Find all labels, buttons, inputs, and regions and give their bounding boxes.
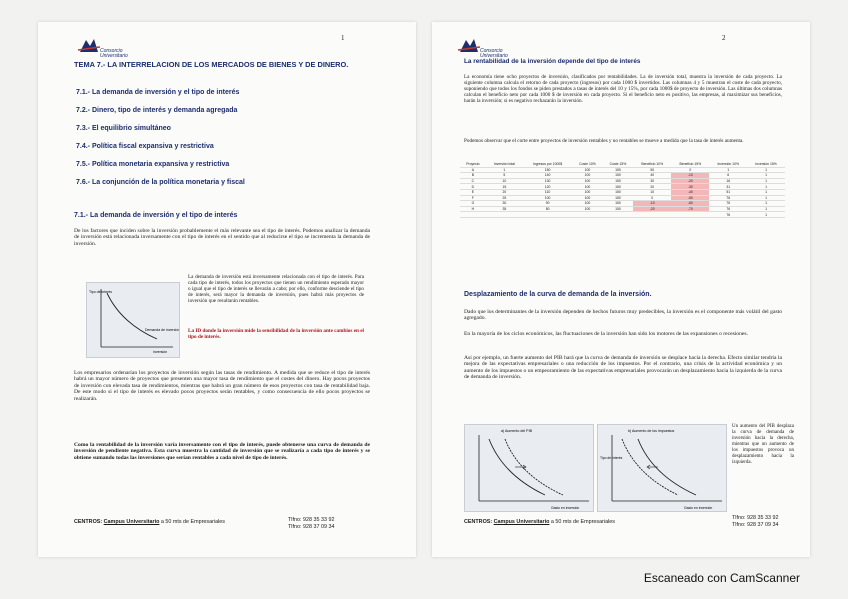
table-cell: 1 bbox=[747, 178, 785, 184]
footer bbox=[74, 519, 225, 525]
table-cell: 130 bbox=[523, 178, 572, 184]
table-cell: A bbox=[460, 167, 486, 173]
table-total-cell: 76 bbox=[709, 212, 747, 218]
demand-curve bbox=[107, 293, 157, 339]
chart-a-title: a) Aumento del PIB bbox=[501, 429, 532, 433]
table-totals-row bbox=[460, 212, 785, 218]
brand-logo-icon bbox=[458, 38, 480, 54]
table-cell: 150 bbox=[603, 189, 634, 195]
table-cell: 80 bbox=[523, 206, 572, 212]
phone-1: Tlfno: 928 35 33 92 bbox=[288, 517, 335, 523]
page2-heading: La rentabilidad de la inversión depende del tipo de interés bbox=[464, 58, 641, 65]
table-cell: -70 bbox=[671, 206, 709, 212]
intro-paragraph: De los factores que inciden sobre la inversión probablemente el más relevante sea el tipo de interés. Podemos analizar la demanda de inversión está relacionada inversamente con el tipo de interés en el sentido que al reducirse el tipo se incrementa la demanda de inversión. bbox=[74, 228, 370, 247]
table-cell: 35 bbox=[486, 206, 523, 212]
toc-item-5: 7.5.- Política monetaria expansiva y restrictiva bbox=[76, 161, 230, 168]
shift-chart-b bbox=[597, 424, 727, 512]
footer-link[interactable]: Campus Universitario bbox=[103, 519, 160, 525]
chart-b-y-label: Tipo de interés bbox=[600, 456, 623, 460]
brand-line2: Universitario bbox=[480, 53, 508, 59]
table-cell: 150 bbox=[603, 178, 634, 184]
brand-line2: Universitario bbox=[100, 53, 128, 59]
col-header: Proyecto bbox=[460, 162, 486, 167]
table-cell: C bbox=[460, 178, 486, 184]
page2-paragraph-5: Así por ejemplo, un fuerte aumento del PIB hará que la curva de demanda de inversión se desplace hacia la derecha. Efecto similar tendría la mejora de las expectativas empresariales o una reducción de los impuestos. Por el contrario, una crisis de la actividad económica y un aumento de los impuestos o un empeoramiento de las expectativas empresariales provocarán un desplazamiento hacia la izquierda de la curva de demanda de inversión. bbox=[464, 355, 782, 381]
table-cell: 1 bbox=[747, 184, 785, 190]
shift-chart-a bbox=[464, 424, 594, 512]
col-header: Inversión 10% bbox=[709, 162, 747, 167]
table-cell: 31 bbox=[709, 184, 747, 190]
toc-item-2: 7.2.- Dinero, tipo de interés y demanda agregada bbox=[76, 107, 238, 114]
table-cell: 150 bbox=[603, 167, 634, 173]
table-cell: 100 bbox=[572, 173, 603, 179]
table-cell: 90 bbox=[523, 201, 572, 207]
footer bbox=[464, 519, 615, 525]
footer-label: CENTROS: bbox=[464, 519, 493, 525]
table-cell: 140 bbox=[523, 173, 572, 179]
table-cell: 100 bbox=[572, 195, 603, 201]
footer-label: CENTROS: bbox=[74, 519, 103, 525]
table-cell: 1 bbox=[747, 206, 785, 212]
table-cell: 51 bbox=[709, 189, 747, 195]
phone-2: Tlfno: 928 37 09 34 bbox=[732, 522, 779, 528]
footer-phones bbox=[288, 517, 334, 531]
table-cell: 150 bbox=[603, 206, 634, 212]
table-cell: D bbox=[460, 184, 486, 190]
table-cell: 1 bbox=[486, 167, 523, 173]
table-cell: 5 bbox=[486, 173, 523, 179]
table-cell: 1 bbox=[747, 201, 785, 207]
side-highlight: La ID donde la inversión mide la sensibilidad de la inversión ante cambios en el tipo de interés. bbox=[188, 328, 364, 340]
table-cell: 6 bbox=[709, 173, 747, 179]
footer-rest: a 50 mts de Empresariales bbox=[549, 519, 616, 525]
toc-item-4: 7.4.- Política fiscal expansiva y restrictiva bbox=[76, 143, 214, 150]
page2-paragraph-2: Podemos observar que el corte entre proyectos de inversión rentables y no rentables se mueve a medida que la tasa de interés aumenta. bbox=[464, 138, 744, 144]
table-cell: 0 bbox=[633, 195, 671, 201]
table-cell: 100 bbox=[572, 167, 603, 173]
table-cell: B bbox=[460, 173, 486, 179]
page2-paragraph-4: En la mayoría de los ciclos económicos, las fluctuaciones de la inversión han sido los motores de las expansiones o recesiones. bbox=[464, 331, 748, 337]
investment-demand-chart bbox=[86, 282, 180, 358]
col-header: Inversión 15% bbox=[747, 162, 785, 167]
investment-demand-svg bbox=[87, 283, 179, 357]
table-cell: 50 bbox=[633, 167, 671, 173]
table-cell: -10 bbox=[671, 173, 709, 179]
table-cell: 30 bbox=[486, 201, 523, 207]
page2-paragraph-1: La economía tiene ocho proyectos de inversión, clasificados por rentabilidades. La de inversión total, muestra la inversión de cada proyecto. La siguiente columna calcula el retorno de cada proyecto (ingresos) por cada 1000 $ invertidos. Las columnas 4 y 5 muestran el coste de cada proyecto, suponiendo que todos los fondos se piden prestados a tasas de interés del 10 y 15%, por cada 1000$ de proyecto de inversión. Las últimas dos columnas calculan el beneficio neto por cada 1000 $ de inversión en cada proyecto. Si el beneficio neto es positivo, las empresas, al maximizar sus beneficios, harán la inversión; si es negativo rechazarán la inversión. bbox=[464, 74, 782, 104]
table-cell: F bbox=[460, 195, 486, 201]
page-title: TEMA 7.- LA INTERRELACION DE LOS MERCADOS DE BIENES Y DE DINERO. bbox=[74, 60, 349, 69]
table-cell: 100 bbox=[572, 189, 603, 195]
page-number: 2 bbox=[722, 34, 726, 42]
table-cell: 1 bbox=[747, 173, 785, 179]
phone-2: Tlfno: 928 37 09 34 bbox=[288, 524, 335, 530]
table-cell: -50 bbox=[671, 195, 709, 201]
table-cell: 15 bbox=[486, 184, 523, 190]
paragraph-2: Los empresarios ordenarían los proyectos de inversión según las tasas de rendimiento. A medida que se reduce el tipo de interés habrá un mayor número de proyectos que presenten una mayor tasa de rendimiento que el costes del dinero. Hay pocos proyectos de inversión con elevada tasa de rendimientos, mientras que habrá un gran número de esos proyectos con tasa de rentabilidad baja. De este modo si el tipo de interés es elevado pocos proyectos serán rentables, y como consecuencia de ello pocos proyectos se realizarán. bbox=[74, 370, 370, 402]
table-cell: 1 bbox=[747, 195, 785, 201]
table-cell: -40 bbox=[671, 189, 709, 195]
toc-item-1: 7.1.- La demanda de inversión y el tipo de interés bbox=[76, 89, 240, 96]
footer-link[interactable]: Campus Universitario bbox=[493, 519, 550, 525]
table-cell: 150 bbox=[603, 173, 634, 179]
table-cell: 25 bbox=[486, 195, 523, 201]
chart-y-label: Tipo de interés bbox=[89, 290, 113, 294]
chart-x-label: Inversión bbox=[153, 350, 168, 354]
table-cell: 100 bbox=[523, 195, 572, 201]
table-cell: 100 bbox=[572, 206, 603, 212]
table-cell: 1 bbox=[747, 167, 785, 173]
table-cell: 30 bbox=[633, 178, 671, 184]
chart-curve-label: Demanda de inversión bbox=[145, 328, 179, 332]
page-number: 1 bbox=[341, 34, 345, 42]
col-header: Ingresos por 1000$ bbox=[523, 162, 572, 167]
table-cell: -60 bbox=[671, 201, 709, 207]
page2-side-text: Un aumento del PIB desplaza la curva de demanda de inversión hacia la derecha, mientras que un aumento de los impuestos provoca un desplazamiento hacia la izquierda. bbox=[732, 424, 794, 465]
table-cell: -10 bbox=[633, 201, 671, 207]
footer-rest: a 50 mts de Empresariales bbox=[159, 519, 226, 525]
table-cell: 110 bbox=[523, 189, 572, 195]
brand-logo-icon bbox=[78, 38, 100, 54]
toc-item-3: 7.3.- El equilibrio simultáneo bbox=[76, 125, 171, 132]
chart-b-x-label: Gasto en inversión bbox=[684, 506, 713, 510]
table-cell: 0 bbox=[671, 167, 709, 173]
page-2 bbox=[432, 22, 810, 557]
col-header: Beneficio 10% bbox=[633, 162, 671, 167]
table-cell: 150 bbox=[523, 167, 572, 173]
col-header: Coste 10% bbox=[572, 162, 603, 167]
table-cell: G bbox=[460, 201, 486, 207]
brand-line1: Consorcio bbox=[480, 48, 503, 54]
table-cell: 150 bbox=[603, 184, 634, 190]
table-cell: 100 bbox=[572, 178, 603, 184]
col-header: Inversión total bbox=[486, 162, 523, 167]
side-text: La demanda de inversión está inversamente relacionada con el tipo de interés. Para cada tipo de interés, todos los proyectos que tienen un rendimiento esperado mayor o igual que el tipo de interés se llevarán a cabo; por ello, conforme desciende el tipo de interés, será mayor la demanda de inversión, pues habrá más proyectos de inversión que resultarán rentables. bbox=[188, 274, 364, 304]
table-cell: 1 bbox=[709, 167, 747, 173]
footer-phones bbox=[732, 515, 778, 529]
table-cell: 150 bbox=[603, 201, 634, 207]
chart-b-title: b) Aumento de los impuestos bbox=[628, 429, 675, 433]
table-cell: 120 bbox=[523, 184, 572, 190]
table-cell: 150 bbox=[603, 195, 634, 201]
col-header: Coste 15% bbox=[603, 162, 634, 167]
page2-section-heading: Desplazamiento de la curva de demanda de la inversión. bbox=[464, 291, 652, 298]
phone-1: Tlfno: 928 35 33 92 bbox=[732, 515, 779, 521]
page2-paragraph-3: Dado que los determinantes de la inversión dependen de hechos futuros muy predecibles, la inversión es el componente más volátil del gasto agregado. bbox=[464, 309, 782, 322]
table-cell: 10 bbox=[633, 189, 671, 195]
table-cell: -30 bbox=[671, 184, 709, 190]
section-heading: 7.1.- La demanda de inversión y el tipo de interés bbox=[74, 212, 238, 219]
table-cell: 20 bbox=[486, 189, 523, 195]
table-cell: 20 bbox=[633, 184, 671, 190]
chart-a-x-label: Gasto en inversión bbox=[551, 506, 580, 510]
projects-table bbox=[460, 162, 785, 218]
table-cell: 1 bbox=[747, 189, 785, 195]
table-cell: H bbox=[460, 206, 486, 212]
table-cell: 100 bbox=[572, 201, 603, 207]
table-total-cell: 1 bbox=[747, 212, 785, 218]
table-cell: E bbox=[460, 189, 486, 195]
scanner-watermark: Escaneado con CamScanner bbox=[643, 571, 800, 585]
table-cell: -20 bbox=[671, 178, 709, 184]
paragraph-3: Como la rentabilidad de la inversión varía inversamente con el tipo de interés, puede obtenerse una curva de demanda de inversión de pendiente negativa. Esta curva muestra la cantidad de inversión que se realizaría a cada tipo de interés y se obtiene sumando todas las inversiones que serían rentables a cada nivel de tipo de interés. bbox=[74, 442, 370, 461]
col-header: Beneficio 15% bbox=[671, 162, 709, 167]
table-cell: 16 bbox=[709, 178, 747, 184]
brand-line1: Consorcio bbox=[100, 48, 123, 54]
page-1 bbox=[38, 22, 416, 557]
table-cell: 76 bbox=[709, 195, 747, 201]
table-cell: 100 bbox=[572, 184, 603, 190]
table-cell: 76 bbox=[709, 206, 747, 212]
toc-item-6: 7.6.- La conjunción de la política monetaria y fiscal bbox=[76, 179, 245, 186]
table-cell: 76 bbox=[709, 201, 747, 207]
table-cell: 10 bbox=[486, 178, 523, 184]
table-cell: 40 bbox=[633, 173, 671, 179]
table-cell: -20 bbox=[633, 206, 671, 212]
